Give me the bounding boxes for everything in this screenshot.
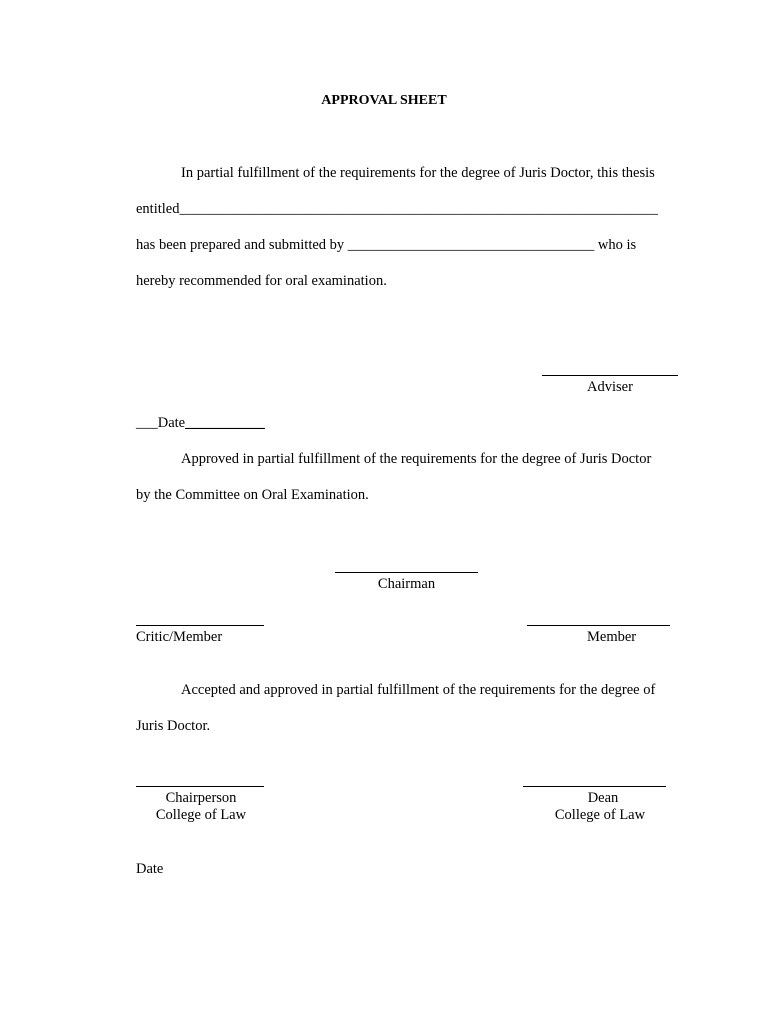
para2-line1: Approved in partial fulfillment of the requirements for the degree of Juris Doctor <box>181 451 652 467</box>
adviser-signature-line <box>542 375 678 376</box>
chairperson-office: College of Law <box>155 807 247 823</box>
final-date-label: Date <box>136 861 164 877</box>
date-line <box>136 415 265 432</box>
chairman-label: Chairman <box>377 576 436 592</box>
member-signature-line <box>527 625 670 626</box>
chairperson-signature-line <box>136 786 264 787</box>
date-blank: ___________ <box>185 415 265 431</box>
page-title: APPROVAL SHEET <box>321 93 447 108</box>
date-prefix: ___ <box>136 415 158 431</box>
date-label: Date <box>157 415 186 431</box>
para3-line1: Accepted and approved in partial fulfillment of the requirements for the degree of <box>181 682 656 698</box>
chairperson-title: Chairperson <box>165 790 237 806</box>
dean-title: Dean <box>587 790 619 806</box>
para2-line2: by the Committee on Oral Examination. <box>136 487 369 503</box>
para1-line1: In partial fulfillment of the requirements for the degree of Juris Doctor, this thesis <box>181 165 655 181</box>
member-label: Member <box>587 629 637 645</box>
critic-signature-line <box>136 625 264 626</box>
para1-line2: entitled__________________________________________________________________ <box>136 201 658 217</box>
para1-line4: hereby recommended for oral examination. <box>136 273 387 289</box>
adviser-label: Adviser <box>587 379 633 395</box>
para3-line2: Juris Doctor. <box>136 718 211 734</box>
dean-office: College of Law <box>554 807 646 823</box>
para1-line3: has been prepared and submitted by __________________________________ who is <box>136 237 637 253</box>
critic-label: Critic/Member <box>136 629 223 645</box>
dean-signature-line <box>523 786 666 787</box>
chairman-signature-line <box>335 572 478 573</box>
